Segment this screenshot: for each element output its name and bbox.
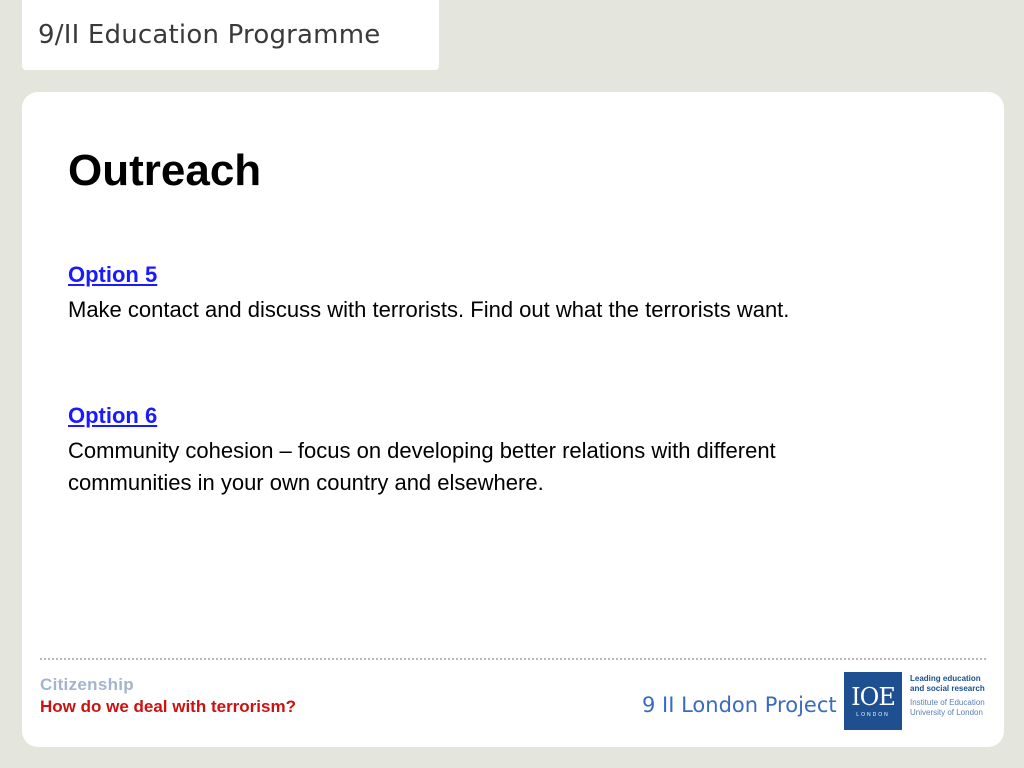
option-5-text: Make contact and discuss with terrorists. Find out what the terrorists want. (68, 297, 790, 322)
slide-card (22, 92, 1004, 747)
ioe-logo-subtitle: LONDON (856, 712, 890, 718)
option-6-text: Community cohesion – focus on developing better relations with different communities in your own country and elsewhere. (68, 438, 776, 495)
footer-divider (40, 658, 986, 660)
ioe-logo-mark: IOE (851, 683, 895, 711)
slide-title: Outreach (68, 146, 262, 195)
project-name: 9 II London Project (642, 693, 837, 717)
institution-text (910, 674, 1005, 718)
header-tab (22, 0, 439, 70)
footer-question: How do we deal with terrorism? (40, 697, 296, 716)
programme-title: 9/II Education Programme (38, 20, 381, 50)
footer-subject: Citizenship (40, 675, 134, 694)
institution-line-2: University of London (910, 708, 983, 717)
tagline-line-1: Leading education (910, 674, 981, 683)
option-6-block (68, 403, 828, 499)
institution-line-1: Institute of Education (910, 698, 985, 707)
ioe-logo (844, 672, 902, 730)
tagline-line-2: and social research (910, 684, 985, 693)
option-6-link[interactable]: Option 6 (68, 403, 158, 428)
option-5-link[interactable]: Option 5 (68, 262, 158, 287)
option-5-block (68, 262, 828, 326)
